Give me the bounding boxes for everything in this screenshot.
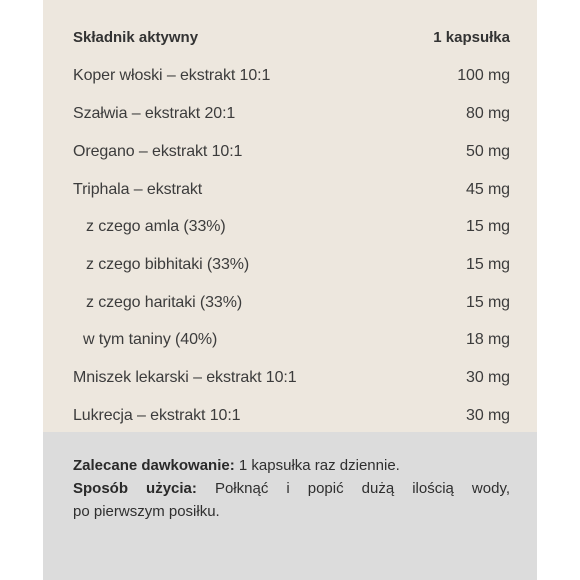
ingredient-name: z czego amla (33%) (86, 218, 226, 235)
ingredient-amount: 100 mg (457, 67, 510, 84)
table-row-sub (73, 218, 510, 236)
usage-label: Sposób użycia: (73, 480, 197, 497)
ingredient-amount: 50 mg (466, 143, 510, 160)
usage-text: Połknąć i popić dużą ilością wody, (196, 480, 510, 497)
ingredient-amount: 15 mg (466, 256, 510, 273)
table-row (73, 105, 510, 123)
ingredients-panel (43, 0, 537, 432)
table-row (73, 369, 510, 387)
dosage-text: 1 kapsułka raz dziennie. (234, 457, 400, 474)
ingredient-amount: 45 mg (466, 181, 510, 198)
table-row-sub (73, 294, 510, 312)
table-row (73, 407, 510, 425)
dosage-label: Zalecane dawkowanie: (73, 457, 235, 474)
ingredient-amount: 30 mg (466, 369, 510, 386)
usage-notes (73, 454, 510, 523)
table-row (73, 143, 510, 161)
usage-line (73, 477, 510, 500)
ingredient-name: Triphala – ekstrakt (73, 181, 203, 198)
header-amount: 1 kapsułka (433, 28, 510, 46)
usage-line-2: po pierwszym posiłku. (73, 503, 220, 520)
ingredient-name: Szałwia – ekstrakt 20:1 (73, 105, 236, 122)
header-ingredient: Składnik aktywny (73, 28, 199, 46)
table-row-sub (73, 331, 510, 349)
ingredient-name: z czego bibhitaki (33%) (86, 256, 250, 273)
table-row-sub (73, 256, 510, 274)
table-row (73, 67, 510, 85)
ingredient-amount: 30 mg (466, 407, 510, 424)
dosage-line (73, 454, 510, 477)
ingredient-amount: 15 mg (466, 218, 510, 235)
ingredient-name: z czego haritaki (33%) (86, 294, 243, 311)
ingredient-amount: 15 mg (466, 294, 510, 311)
ingredient-name: Oregano – ekstrakt 10:1 (73, 143, 243, 160)
ingredients-table (73, 22, 510, 424)
table-header (73, 22, 510, 52)
ingredient-amount: 80 mg (466, 105, 510, 122)
ingredient-name: Lukrecja – ekstrakt 10:1 (73, 407, 241, 424)
ingredient-name: w tym taniny (40%) (83, 331, 218, 348)
ingredient-name: Koper włoski – ekstrakt 10:1 (73, 67, 271, 84)
table-row (73, 181, 510, 199)
ingredient-amount: 18 mg (466, 331, 510, 348)
ingredient-name: Mniszek lekarski – ekstrakt 10:1 (73, 369, 297, 386)
